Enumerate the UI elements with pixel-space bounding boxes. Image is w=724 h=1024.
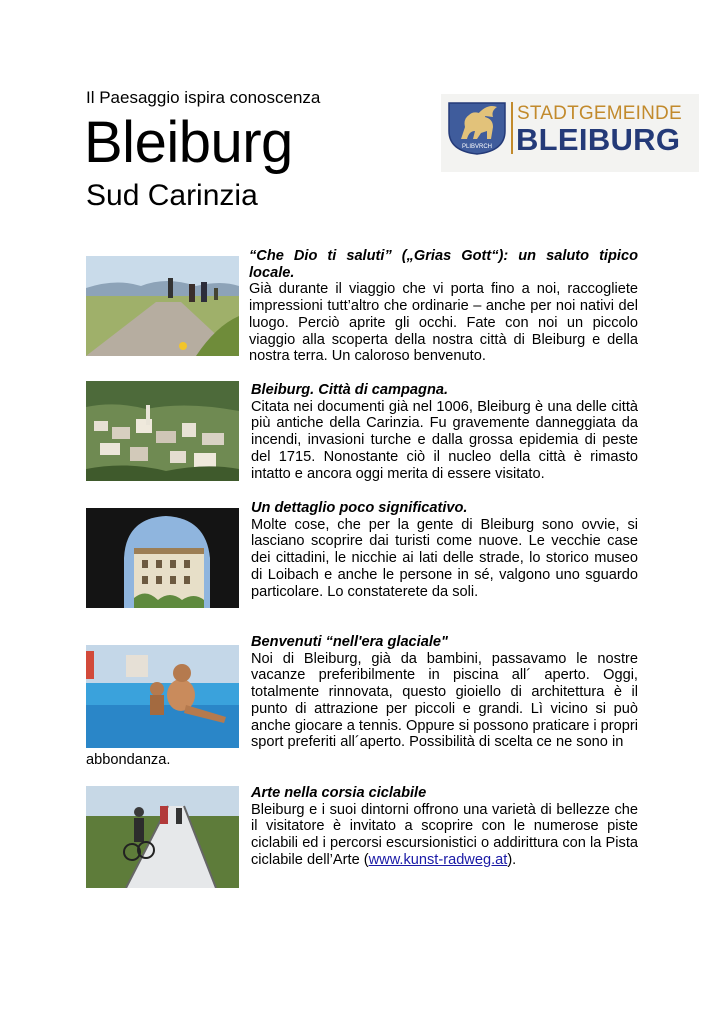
page-title: Bleiburg (84, 110, 293, 175)
section-heading: Benvenuti “nell'era glaciale" (251, 634, 448, 650)
photo-swimming-pool (86, 645, 239, 748)
section-body (251, 802, 638, 869)
section-heading: Arte nella corsia ciclabile (251, 785, 427, 801)
section-detail (251, 500, 638, 600)
griffin-crest-icon (447, 101, 507, 155)
kunst-radweg-link[interactable]: www.kunst-radweg.at (368, 851, 508, 868)
section-heading: “Che Dio ti saluti” („Grias Gott“): un saluto tipico locale. (249, 248, 638, 281)
section-cycle (251, 785, 638, 869)
section-body: Già durante il viaggio che vi porta fino a noi, raccogliete impressioni tutt’altro che ordinarie – anche per noi nativi del luogo. Perciò aprite gli occhi. Fate con noi un piccolo viaggio alla scoperta della nostra città di Bleiburg e della nostra terra. Un caloroso benvenuto. (249, 281, 638, 365)
logo-top-text: STADTGEMEINDE (517, 103, 682, 124)
section-heading: Un dettaglio poco significativo. (251, 500, 468, 516)
section-body: Citata nei documenti già nel 1006, Bleiburg è una delle città più antiche della Carinzia. Fu gravemente danneggiata da incendi, invasioni turche e dalla grossa epidemia di peste del 1715. Nonostante ciò il nucleo della città è rimasto intatto e ancora oggi merita di essere visitato. (251, 398, 638, 482)
section-body: Noi di Bleiburg, già da bambini, passavamo le nostre vacanze preferibilmente in piscina all´ aperto. Oggi, totalmente rinnovata, questo gioiello di architettura è il punto di attrazione per piccoli e grandi. Lì vicino si può anche giocare a tennis. Oppure si possono praticare i propri sport preferiti all´aperto. Possibilità di scelta ce ne sono in (251, 650, 638, 751)
section-greeting (249, 248, 638, 365)
kicker-text: Il Paesaggio ispira conoscenza (86, 88, 321, 107)
logo-divider (511, 102, 513, 154)
section-town (251, 382, 638, 482)
section-body-text: Bleiburg e i suoi dintorni offrono una varietà di bellezze che il visitatore è invitato a scoprire con le numerose piste ciclabili ed i percorsi escursionistici o addirittura con la Pista ciclabile dell’Arte ( (251, 801, 638, 868)
page-subtitle: Sud Carinzia (86, 179, 258, 212)
photo-town-panorama (86, 381, 239, 481)
crest-inscription: PLIBVRCH (461, 144, 493, 150)
section-pool (251, 634, 638, 751)
section-pool-tail: abbondanza. (86, 752, 171, 768)
section-body-end: ). (507, 851, 517, 868)
photo-cycle-bridge (86, 786, 239, 888)
logo-bottom-text: BLEIBURG (516, 122, 681, 157)
section-body: Molte cose, che per la gente di Bleiburg sono ovvie, si lasciano scoprire dai turisti come nuove. Le vecchie case dei cittadini, le nicchie ai lati delle strade, lo storico museo di Loibach e anche le persone in sé, valgono uno sguardo particolare. Lo constaterete da soli. (251, 516, 638, 600)
photo-walkers-on-path (86, 256, 239, 356)
town-logo (441, 94, 699, 172)
section-heading: Bleiburg. Città di campagna. (251, 382, 449, 398)
photo-arch-courtyard (86, 508, 239, 608)
